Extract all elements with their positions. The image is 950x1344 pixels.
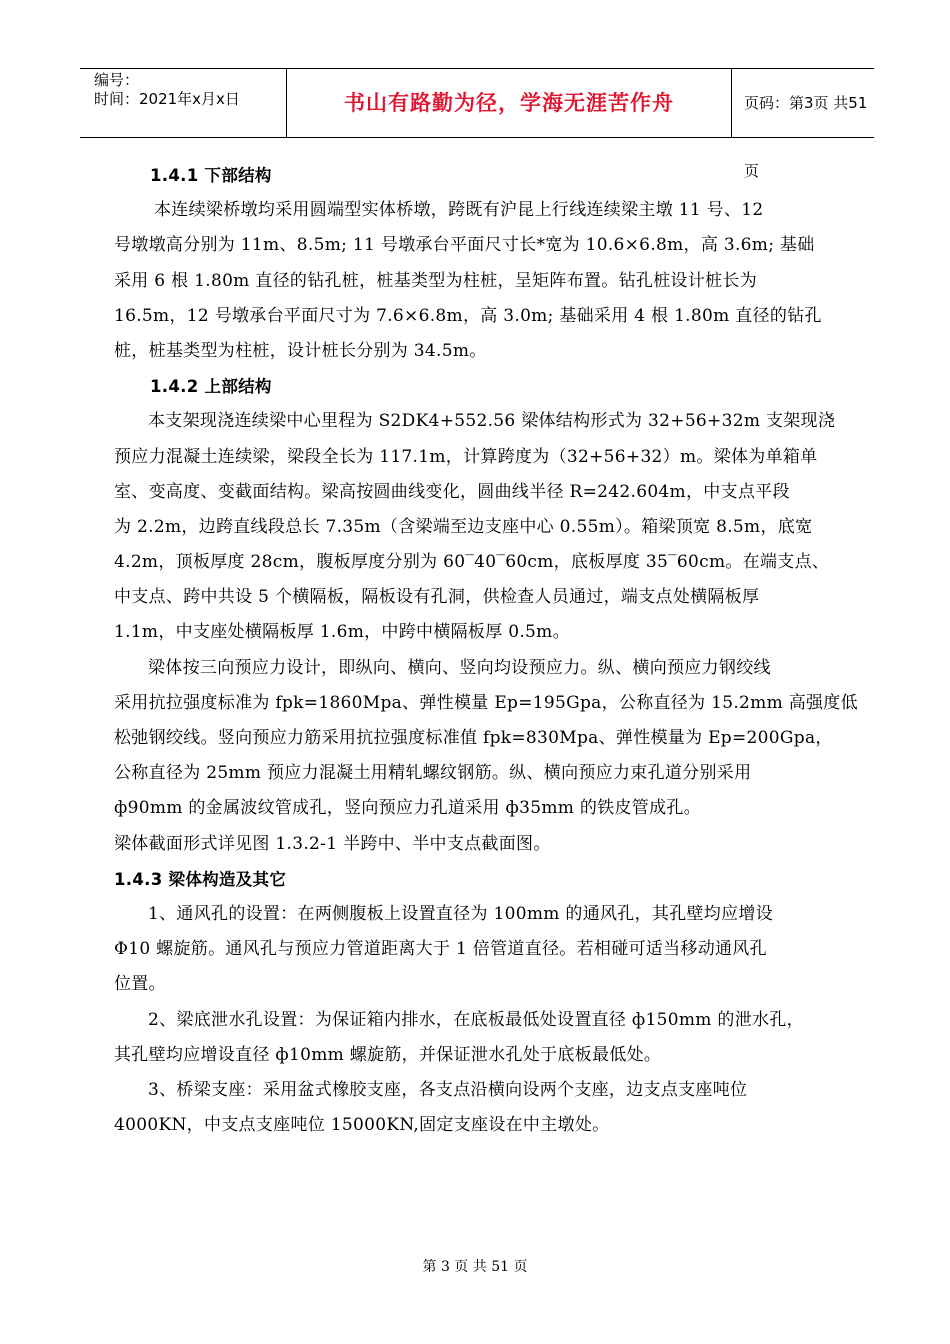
page-footer: 第 3 页 共 51 页 — [422, 1259, 528, 1275]
paragraph-line: 为 2.2m，边跨直线段总长 7.35m（含梁端至边支座中心 0.55m）。箱梁顶宽 8.5m，底宽 — [114, 516, 813, 537]
paragraph-line: 梁体按三向预应力设计，即纵向、横向、竖向均设预应力。纵、横向预应力钢绞线 — [148, 657, 771, 678]
paragraph-line: 公称直径为 25mm 预应力混凝土用精轧螺纹钢筋。纵、横向预应力束孔道分别采用 — [114, 763, 752, 784]
paragraph-line: 本支架现浇连续梁中心里程为 S2DK4+552.56 梁体结构形式为 32+56+32m 支架现浇 — [148, 411, 836, 432]
section-heading-1-4-1: 1.4.1 下部结构 — [150, 166, 272, 185]
section-heading-1-4-2: 1.4.2 上部结构 — [150, 377, 272, 397]
paragraph-line: Φ10 螺旋筋。通风孔与预应力管道距离大于 1 倍管道直径。若相碰可适当移动通风孔 — [114, 939, 767, 960]
paragraph-line: 16.5m，12 号墩承台平面尺寸为 7.6×6.8m，高 3.0m; 基础采用 4 根 1.80m 直径的钻孔 — [114, 305, 822, 326]
paragraph-line: 1.1m，中支座处横隔板厚 1.6m，中跨中横隔板厚 0.5m。 — [114, 622, 570, 643]
paragraph-line: 其孔壁均应增设直径 ф10mm 螺旋筋，并保证泄水孔处于底板最低处。 — [114, 1044, 662, 1065]
paragraph-line: 1、通风孔的设置：在两侧腹板上设置直径为 100mm 的通风孔，其孔壁均应增设 — [148, 903, 774, 924]
paragraph-line: 松弛钢绞线。竖向预应力筋采用抗拉强度标准值 fpk=830Mpa、弹性模量为 Ep=200Gpa， — [114, 728, 833, 748]
header-page-label: 页码：第3页 共51页 — [744, 94, 868, 180]
paragraph-line: 桩，桩基类型为柱桩，设计桩长分别为 34.5m。 — [114, 340, 487, 361]
header-meta — [80, 69, 286, 137]
paragraph-line: 梁体截面形式详见图 1.3.2-1 半跨中、半中支点截面图。 — [114, 833, 551, 854]
paragraph-line: 号墩墩高分别为 11m、8.5m; 11 号墩承台平面尺寸长*宽为 10.6×6.8m，高 3.6m; 基础 — [114, 235, 815, 256]
paragraph-line: ф90mm 的金属波纹管成孔，竖向预应力孔道采用 ф35mm 的铁皮管成孔。 — [114, 798, 701, 819]
serial-label: 编号： — [94, 71, 140, 89]
paragraph-line: 采用抗拉强度标准为 fpk=1860Mpa、弹性模量 Ep=195Gpa，公称直径为 15.2mm 高强度低 — [114, 692, 858, 713]
paragraph-line: 本连续梁桥墩均采用圆端型实体桥墩，跨既有沪昆上行线连续梁主墩 11 号、12 — [154, 200, 764, 221]
paragraph-line: 3、桥梁支座：采用盆式橡胶支座，各支点沿横向设两个支座，边支点支座吨位 — [148, 1079, 748, 1100]
paragraph-line: 位置。 — [114, 974, 166, 995]
section-heading-1-4-3: 1.4.3 梁体构造及其它 — [114, 869, 287, 889]
date-label: 时间：2021年x月x日 — [94, 90, 240, 108]
paragraph-line: 4000KN，中支点支座吨位 15000KN,固定支座设在中主墩处。 — [114, 1115, 610, 1136]
paragraph-line: 4.2m，顶板厚度 28cm，腹板厚度分别为 60‾40‾60cm，底板厚度 35‾60cm。在端支点、 — [114, 552, 830, 573]
paragraph-line: 采用 6 根 1.80m 直径的钻孔桩，桩基类型为柱桩，呈矩阵布置。钻孔桩设计桩长为 — [114, 270, 758, 291]
paragraph-line: 预应力混凝土连续梁，梁段全长为 117.1m，计算跨度为（32+56+32）m。梁体为单箱单 — [114, 446, 818, 467]
paragraph-line: 2、梁底泄水孔设置：为保证箱内排水，在底板最低处设置直径 ф150mm 的泄水孔， — [148, 1009, 804, 1030]
document-body — [114, 158, 858, 1143]
paragraph-line: 中支点、跨中共设 5 个横隔板，隔板设有孔洞，供检查人员通过，端支点处横隔板厚 — [114, 587, 760, 608]
header-motto: 书山有路勤为径，学海无涯苦作舟 — [286, 69, 732, 137]
paragraph-line: 室、变高度、变截面结构。梁高按圆曲线变化，圆曲线半径 R=242.604m，中支点平段 — [114, 481, 790, 502]
